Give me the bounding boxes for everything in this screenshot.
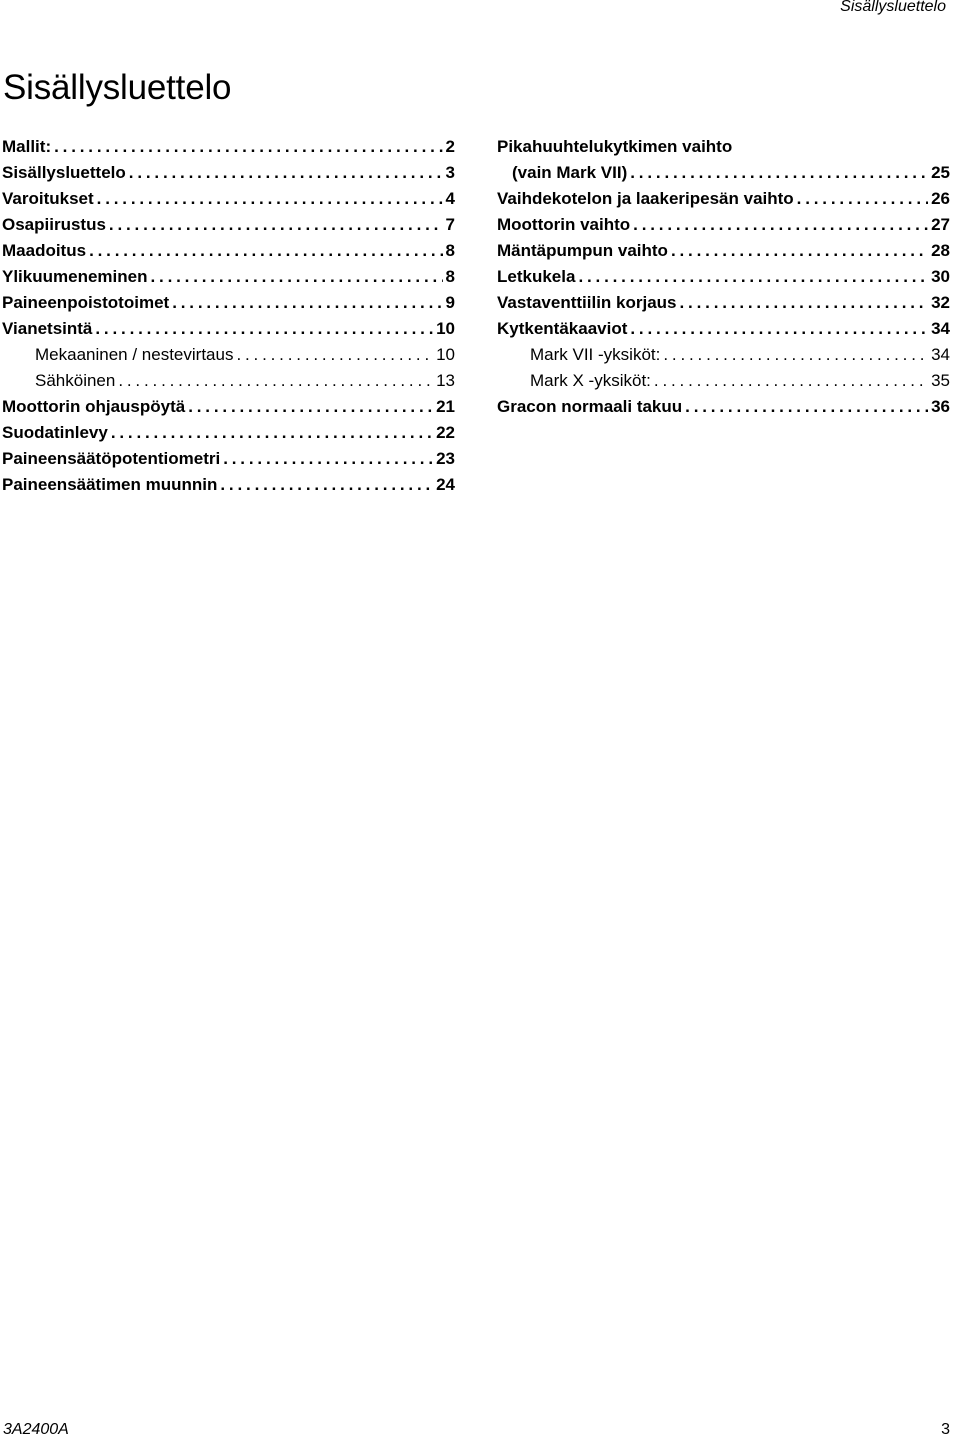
toc-entry-page-number: 23: [436, 449, 455, 468]
toc-entry-page-number: 28: [931, 241, 950, 260]
toc-entry[interactable]: [2, 212, 455, 238]
toc-entry[interactable]: [2, 316, 455, 342]
toc-right-column: [497, 134, 950, 420]
toc-dot-leader: [633, 212, 928, 238]
toc-entry[interactable]: [2, 472, 455, 498]
toc-entry-label: Moottorin vaihto: [497, 215, 631, 234]
toc-entry-line: [530, 342, 950, 368]
toc-entry-label: Mark X -yksiköt:: [530, 371, 651, 390]
toc-dot-leader: [220, 472, 433, 498]
toc-entry-label-line1: Pikahuuhtelukytkimen vaihto: [497, 137, 733, 156]
toc-entry-page-number: 7: [445, 215, 455, 234]
toc-entry[interactable]: [497, 316, 950, 342]
toc-entry-label: Gracon normaali takuu: [497, 397, 683, 416]
toc-entry-label: Mark VII -yksiköt:: [530, 345, 661, 364]
toc-entry-page-number: 3: [445, 163, 455, 182]
toc-dot-leader: [111, 420, 433, 446]
toc-entry-line: [35, 342, 455, 368]
toc-dot-leader: [188, 394, 433, 420]
toc-entry-line: [2, 238, 455, 264]
toc-entry-page-number: 24: [436, 475, 455, 494]
toc-entry-label: Mallit:: [2, 137, 52, 156]
page-title: Sisällysluettelo: [3, 68, 232, 107]
running-header: Sisällysluettelo: [840, 0, 946, 15]
toc-entry-page-number: 34: [931, 319, 950, 338]
toc-entry-label: Mäntäpumpun vaihto: [497, 241, 668, 260]
toc-entry-line: [497, 160, 950, 186]
toc-entry-label: Kytkentäkaaviot: [497, 319, 628, 338]
toc-entry-label: Vaihdekotelon ja laakeripesän vaihto: [497, 189, 794, 208]
toc-entry-label: Paineensäätöpotentiometri: [2, 449, 221, 468]
toc-entry[interactable]: [2, 134, 455, 160]
toc-dot-leader: [578, 264, 928, 290]
toc-entry-label: Vastaventtiilin korjaus: [497, 293, 677, 312]
toc-entry-page-number: 27: [931, 215, 950, 234]
toc-entry-page-number: 8: [445, 267, 455, 286]
toc-dot-leader: [654, 368, 928, 394]
toc-entry-page-number: 13: [436, 371, 455, 390]
toc-entry[interactable]: [2, 290, 455, 316]
toc-entry-line: [497, 212, 950, 238]
toc-entry-page-number: 26: [931, 189, 950, 208]
toc-dot-leader: [685, 394, 928, 420]
toc-entry-page-number: 32: [931, 293, 950, 312]
toc-entry-page-number: 36: [931, 397, 950, 416]
toc-entry-label: Paineensäätimen muunnin: [2, 475, 218, 494]
toc-dot-leader: [150, 264, 442, 290]
toc-entry-line: [497, 238, 950, 264]
toc-entry[interactable]: [497, 368, 950, 394]
toc-entry-line: [2, 264, 455, 290]
toc-dot-leader: [95, 316, 433, 342]
toc-entry[interactable]: [497, 212, 950, 238]
toc-entry[interactable]: [2, 446, 455, 472]
toc-dot-leader: [630, 160, 928, 186]
toc-entry-line: [497, 394, 950, 420]
toc-dot-leader: [223, 446, 433, 472]
toc-entry[interactable]: [2, 238, 455, 264]
toc-dot-leader: [129, 160, 443, 186]
toc-entry[interactable]: [497, 186, 950, 212]
document-number: 3A2400A: [3, 1421, 69, 1438]
toc-entry-page-number: 25: [931, 163, 950, 182]
toc-dot-leader: [797, 186, 928, 212]
toc-entry-line: [2, 160, 455, 186]
toc-dot-leader: [236, 342, 433, 368]
toc-left-column: [2, 134, 455, 498]
toc-entry[interactable]: [2, 160, 455, 186]
toc-entry[interactable]: [2, 342, 455, 368]
toc-entry-label: Sisällysluettelo: [2, 163, 126, 182]
toc-dot-leader: [89, 238, 442, 264]
toc-entry[interactable]: [2, 368, 455, 394]
toc-entry[interactable]: [497, 264, 950, 290]
toc-entry[interactable]: [497, 238, 950, 264]
toc-entry-page-number: 30: [931, 267, 950, 286]
toc-dot-leader: [172, 290, 442, 316]
toc-entry-line: [2, 186, 455, 212]
toc-entry-line: [2, 420, 455, 446]
toc-entry-line: [2, 290, 455, 316]
toc-entry-line: [497, 290, 950, 316]
toc-entry-label: Vianetsintä: [2, 319, 93, 338]
toc-entry-label: Sähköinen: [35, 371, 116, 390]
toc-entry-line: [497, 316, 950, 342]
toc-entry-page-number: 8: [445, 241, 455, 260]
toc-entry-line: [2, 472, 455, 498]
toc-entry-line: [2, 316, 455, 342]
toc-entry-line: [497, 264, 950, 290]
toc-entry-page-number: 34: [931, 345, 950, 364]
toc-entry-label: Maadoitus: [2, 241, 87, 260]
toc-entry-line: [2, 212, 455, 238]
toc-entry-label: Osapiirustus: [2, 215, 106, 234]
toc-entry-line: [35, 368, 455, 394]
toc-dot-leader: [671, 238, 928, 264]
toc-entry[interactable]: [2, 186, 455, 212]
toc-entry-label: (vain Mark VII): [512, 163, 628, 182]
page-number: 3: [941, 1421, 950, 1438]
toc-dot-leader: [118, 368, 433, 394]
toc-entry[interactable]: [497, 134, 950, 186]
toc-entry[interactable]: [2, 420, 455, 446]
toc-dot-leader: [663, 342, 928, 368]
toc-entry-label: Suodatinlevy: [2, 423, 108, 442]
toc-entry-label: Letkukela: [497, 267, 576, 286]
toc-dot-leader: [54, 134, 442, 160]
toc-entry-page-number: 21: [436, 397, 455, 416]
toc-entry-page-number: 22: [436, 423, 455, 442]
toc-entry-label: Varoitukset: [2, 189, 94, 208]
toc-entry-label: Ylikuumeneminen: [2, 267, 148, 286]
toc-entry-line: [2, 134, 455, 160]
toc-dot-leader: [630, 316, 928, 342]
toc-entry-page-number: 10: [436, 345, 455, 364]
toc-entry-line: [2, 394, 455, 420]
toc-entry-page-number: 9: [445, 293, 455, 312]
toc-entry[interactable]: [497, 290, 950, 316]
toc-entry[interactable]: [497, 342, 950, 368]
toc-dot-leader: [97, 186, 443, 212]
toc-entry[interactable]: [2, 394, 455, 420]
toc-dot-leader: [680, 290, 929, 316]
toc-entry-label: Moottorin ohjauspöytä: [2, 397, 186, 416]
toc-entry[interactable]: [2, 264, 455, 290]
toc-entry-page-number: 35: [931, 371, 950, 390]
toc-dot-leader: [109, 212, 443, 238]
toc-entry-page-number: 4: [445, 189, 455, 208]
toc-entry-page-number: 10: [436, 319, 455, 338]
toc-entry-line: [530, 368, 950, 394]
toc-entry[interactable]: [497, 394, 950, 420]
toc-entry-page-number: 2: [445, 137, 455, 156]
toc-entry-label: Mekaaninen / nestevirtaus: [35, 345, 234, 364]
toc-entry-label: Paineenpoistotoimet: [2, 293, 170, 312]
toc-entry-line: [497, 186, 950, 212]
toc-entry-line: [2, 446, 455, 472]
